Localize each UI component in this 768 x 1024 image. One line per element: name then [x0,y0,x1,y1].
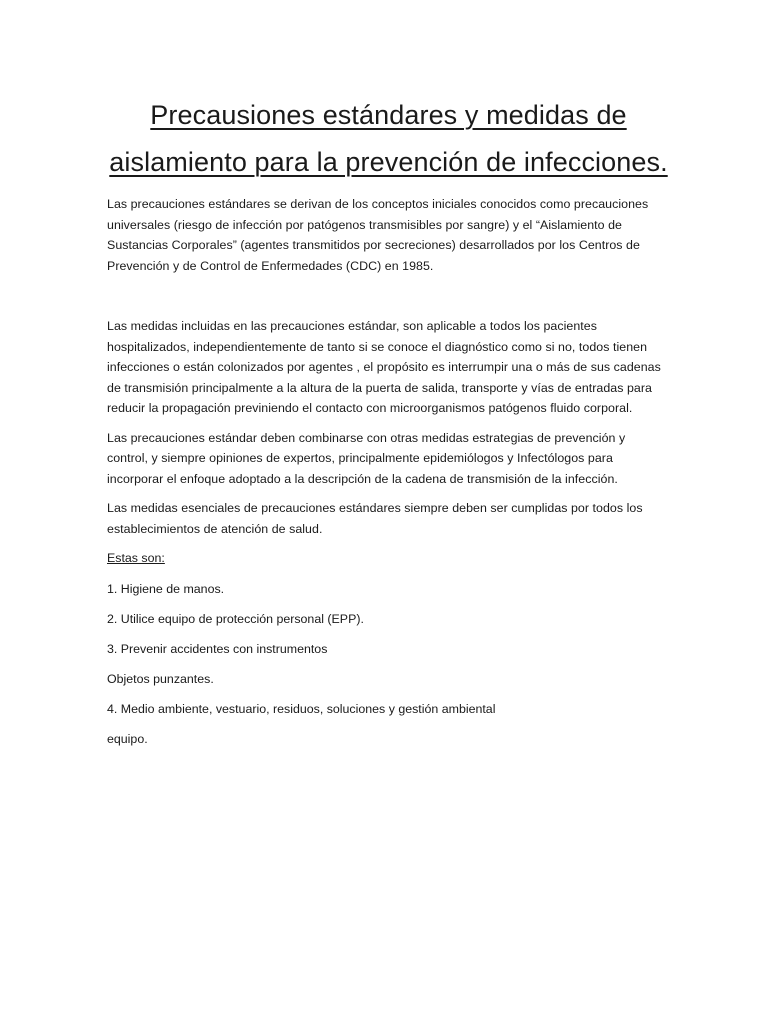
list-item: 2. Utilice equipo de protección personal (EPP). [107,612,364,626]
paragraph-origin: Las precauciones estándares se derivan de los conceptos iniciales conocidos como precauciones universales (riesgo de infección por patógenos transmisibles por sangre) y el “Aislamiento de Sustancias Corporales” (agentes transmitidos por secreciones) desarrollados por los Centros de Prevención y de Control de Enfermedades (CDC) en 1985. [107,197,649,273]
list-item: equipo. [107,732,148,746]
list-item: 4. Medio ambiente, vestuario, residuos, soluciones y gestión ambiental [107,702,496,716]
list-item: Objetos punzantes. [107,672,214,686]
paragraph-scope: Las medidas incluidas en las precauciones estándar, son aplicable a todos los pacientes hospitalizados, independientemente de tanto si se conoce el diagnóstico como si no, todos tienen infecciones o están colonizados por agentes , el propósito es interrumpir una o más de sus cadenas de transmisión principalmente a la altura de la puerta de salida, transporte y vías de entradas para reducir la propagación previniendo el contacto con microorganismos patógenos fluido corporal. [107,319,661,415]
list-item: 1. Higiene de manos. [107,582,225,596]
paragraph-combination: Las precauciones estándar deben combinarse con otras medidas estrategias de prevención y control, y siempre opiniones de expertos, principalmente epidemiólogos y Infectólogos para incorporar el enfoque adoptado a la descripción de la cadena de transmisión de la infección. [107,430,626,486]
list-heading: Estas son: [107,551,165,565]
list-item: 3. Prevenir accidentes con instrumentos [107,642,328,656]
document-title: Precausiones estándares y medidas de aislamiento para la prevención de infecciones. [109,100,668,177]
paragraph-essential: Las medidas esenciales de precauciones estándares siempre deben ser cumplidas por todos los establecimientos de atención de salud. [107,501,643,536]
